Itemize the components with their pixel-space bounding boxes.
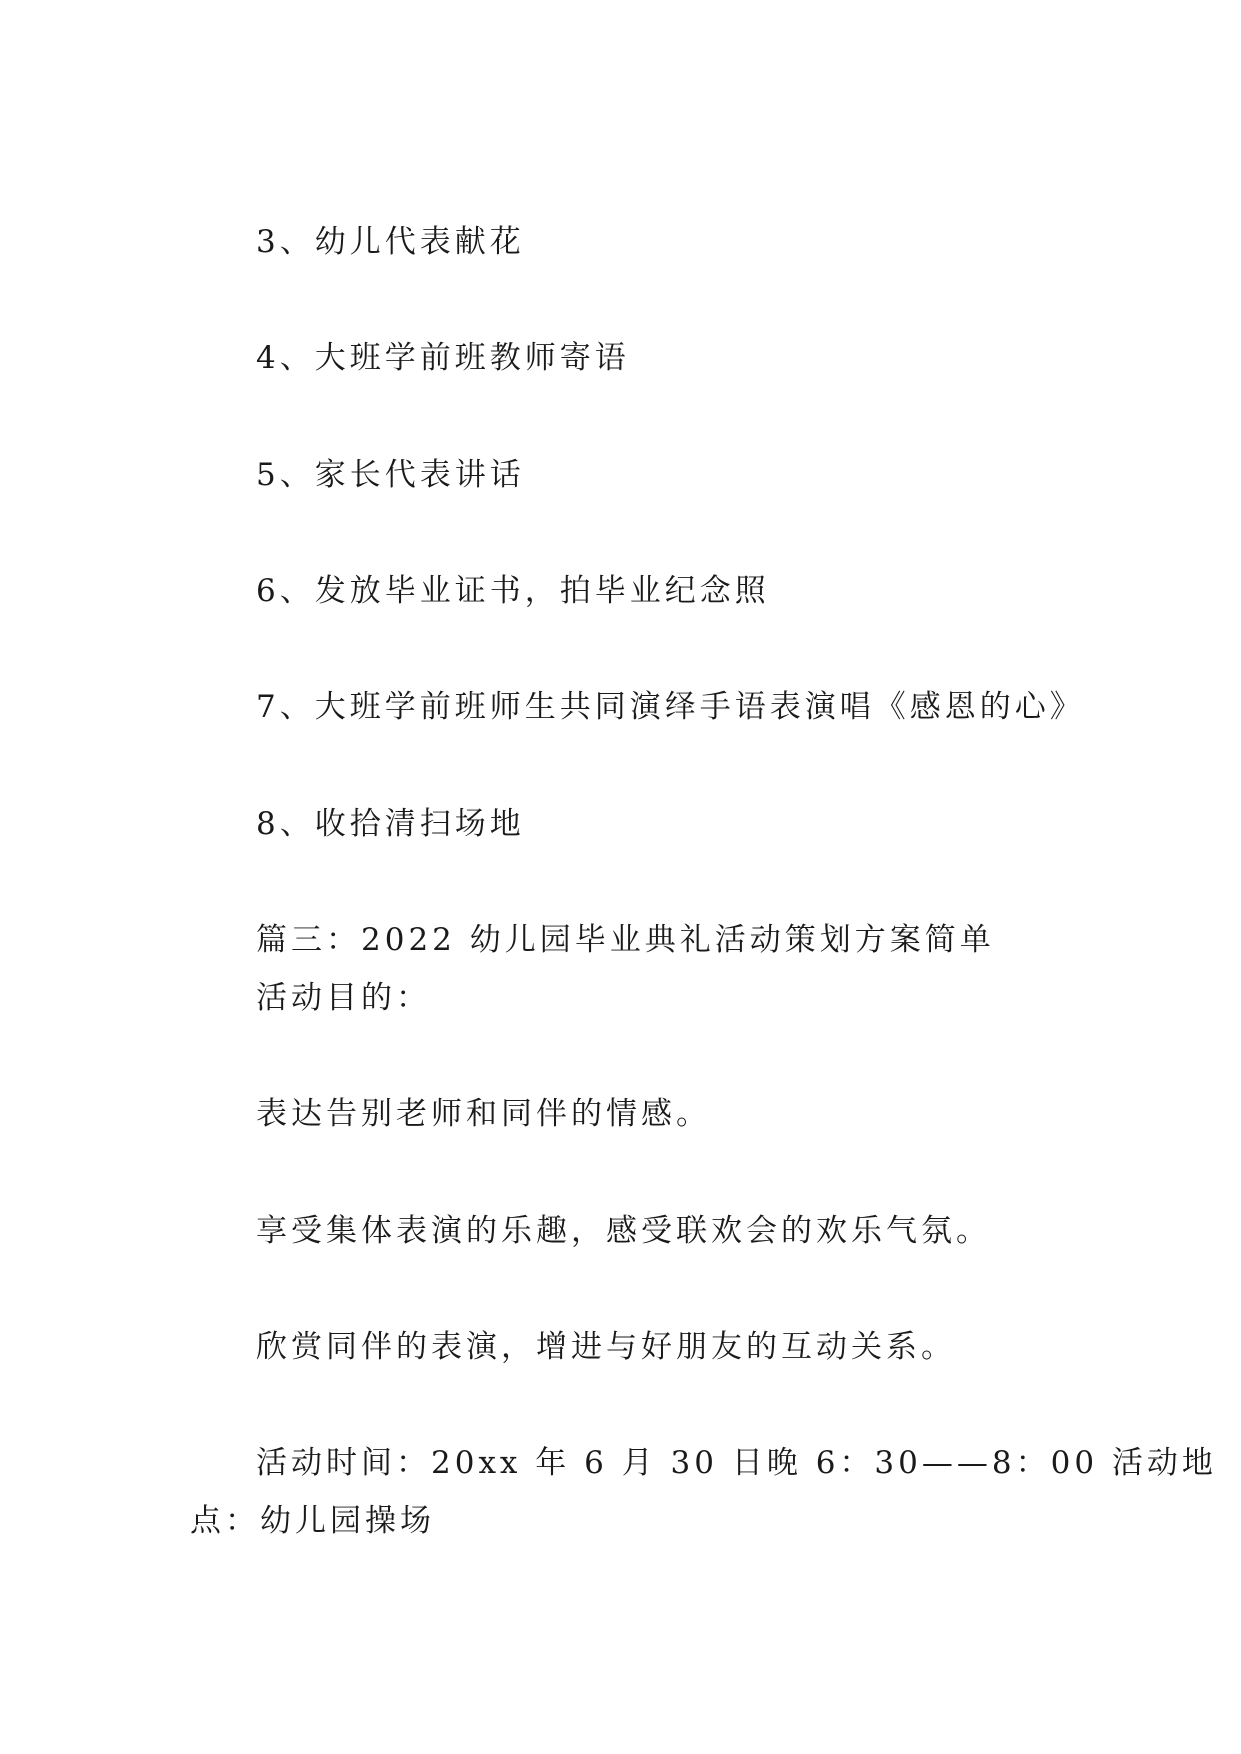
purpose-paragraph: 表达告别老师和同伴的情感。 (256, 1096, 711, 1132)
purpose-paragraph: 享受集体表演的乐趣，感受联欢会的欢乐气氛。 (256, 1213, 991, 1249)
list-item: 5、家长代表讲话 (256, 457, 525, 493)
list-item: 6、发放毕业证书，拍毕业纪念照 (256, 573, 770, 609)
purpose-paragraph: 欣赏同伴的表演，增进与好朋友的互动关系。 (256, 1329, 956, 1365)
section-title: 篇三：2022 幼儿园毕业典礼活动策划方案简单 (256, 922, 995, 958)
list-item: 4、大班学前班教师寄语 (256, 340, 630, 376)
time-place-paragraph: 活动时间：20xx 年 6 月 30 日晚 6：30——8：00 活动地 (256, 1445, 1217, 1481)
list-item: 3、幼儿代表献花 (256, 224, 525, 260)
list-item: 8、收拾清扫场地 (256, 806, 525, 842)
time-place-paragraph-continued: 点：幼儿园操场 (190, 1503, 435, 1539)
list-item: 7、大班学前班师生共同演绎手语表演唱《感恩的心》 (256, 689, 1085, 725)
purpose-heading: 活动目的： (256, 980, 431, 1016)
